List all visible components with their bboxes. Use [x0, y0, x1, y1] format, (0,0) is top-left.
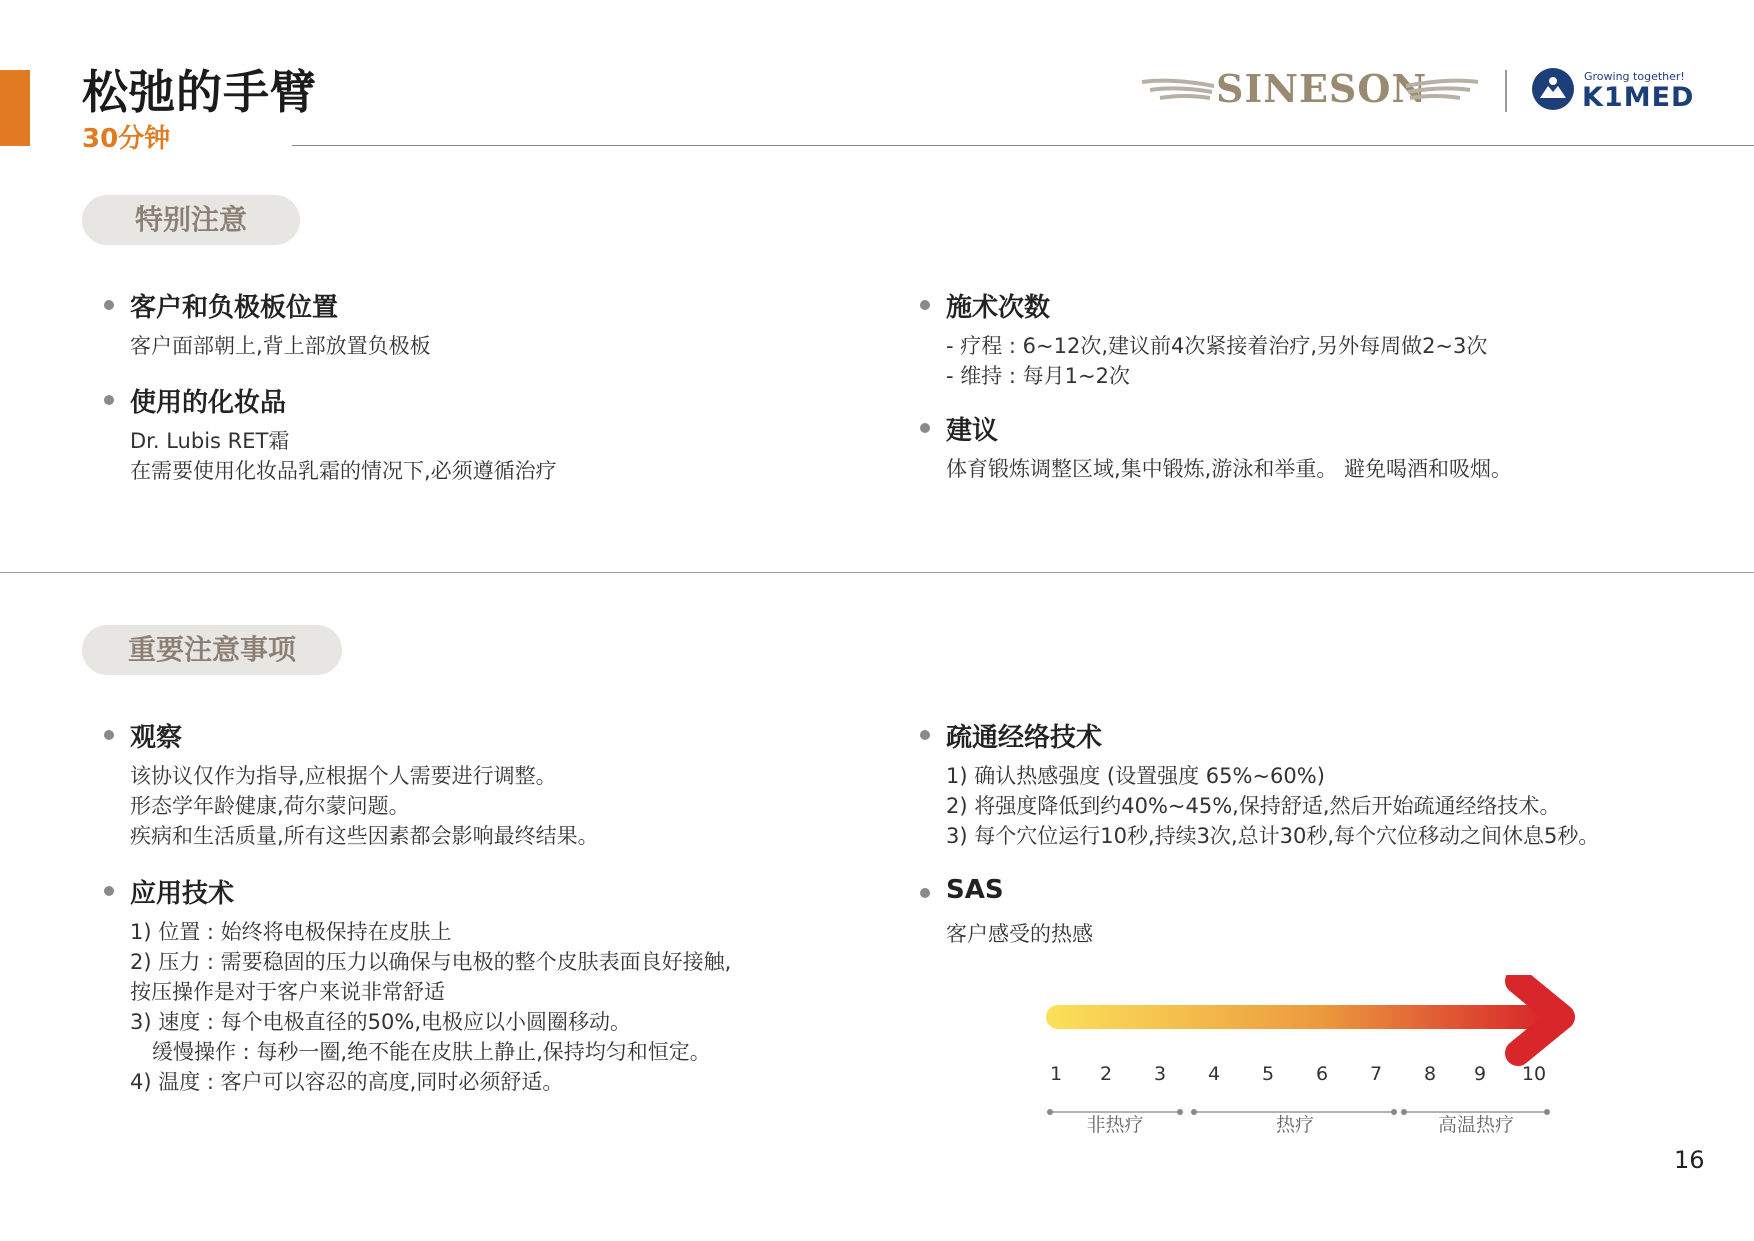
bullet-icon — [104, 300, 114, 310]
bullet-icon — [104, 730, 114, 740]
scale-number: 1 — [1049, 1063, 1063, 1085]
item-title: 施术次数 — [946, 293, 1051, 323]
item-line: 该协议仅作为指导,应根据个人需要进行调整。 — [130, 764, 557, 788]
bullet-icon — [104, 395, 114, 405]
k1med-wordmark: K1MED — [1582, 82, 1695, 113]
section-divider — [0, 572, 1754, 573]
k1med-tagline: Growing together! — [1584, 70, 1685, 83]
item-title: 应用技术 — [130, 879, 235, 909]
item-title: 客户和负极板位置 — [130, 293, 339, 323]
item-title: SAS — [946, 875, 1004, 905]
item-line: 按压操作是对于客户来说非常舒适 — [130, 980, 445, 1004]
band-label-non-thermal: 非热疗 — [1086, 1114, 1144, 1136]
item-line: 体育锻炼调整区域,集中锻炼,游泳和举重。 避免喝酒和吸烟。 — [946, 457, 1513, 481]
bullet-icon — [920, 423, 930, 433]
item-title: 疏通经络技术 — [946, 723, 1103, 753]
scale-number: 10 — [1521, 1063, 1547, 1085]
item-line: 4) 温度 : 客户可以容忍的高度,同时必须舒适。 — [130, 1070, 564, 1094]
item-line: 形态学年龄健康,荷尔蒙问题。 — [130, 794, 410, 818]
item-title: 使用的化妆品 — [130, 388, 287, 418]
k1med-emblem-icon — [1532, 68, 1574, 110]
header-divider — [292, 145, 1754, 146]
bullet-icon — [920, 300, 930, 310]
scale-number: 9 — [1473, 1063, 1487, 1085]
accent-bar — [0, 70, 30, 146]
k1med-logo — [1530, 66, 1695, 114]
scale-number: 8 — [1423, 1063, 1437, 1085]
page-number: 16 — [1674, 1146, 1705, 1174]
item-line: 客户感受的热感 — [946, 922, 1093, 946]
logo-separator — [1505, 70, 1507, 112]
sas-heat-scale — [1040, 975, 1580, 1175]
item-line: 在需要使用化妆品乳霜的情况下,必须遵循治疗 — [130, 459, 557, 483]
item-title: 观察 — [130, 723, 183, 753]
section-label-important-notes: 重要注意事项 — [82, 625, 342, 675]
item-line: 1) 确认热感强度 (设置强度 65%~60%) — [946, 764, 1325, 788]
item-line: 客户面部朝上,背上部放置负极板 — [130, 334, 431, 358]
sineson-wordmark: SINESON — [1216, 66, 1428, 111]
item-line: 3) 每个穴位运行10秒,持续3次,总计30秒,每个穴位移动之间休息5秒。 — [946, 824, 1600, 848]
scale-number: 7 — [1369, 1063, 1383, 1085]
heat-arrow-icon — [1040, 975, 1580, 1175]
scale-number: 5 — [1261, 1063, 1275, 1085]
bullet-icon — [920, 730, 930, 740]
item-line: 2) 将强度降低到约40%~45%,保持舒适,然后开始疏通经络技术。 — [946, 794, 1561, 818]
page-subtitle: 30分钟 — [82, 124, 171, 154]
item-line: 3) 速度 : 每个电极直径的50%,电极应以小圆圈移动。 — [130, 1010, 632, 1034]
item-line: 1) 位置 : 始终将电极保持在皮肤上 — [130, 920, 452, 944]
item-line: Dr. Lubis RET霜 — [130, 429, 290, 453]
scale-number: 2 — [1099, 1063, 1113, 1085]
item-line: 缓慢操作 : 每秒一圈,绝不能在皮肤上静止,保持均匀和恒定。 — [152, 1040, 711, 1064]
band-label-hyperthermal: 高温热疗 — [1437, 1114, 1515, 1136]
sineson-logo — [1142, 62, 1478, 118]
section-label-special-attention: 特别注意 — [82, 195, 300, 245]
bullet-icon — [104, 886, 114, 896]
bullet-icon — [920, 888, 930, 898]
item-line: 疾病和生活质量,所有这些因素都会影响最终结果。 — [130, 824, 599, 848]
item-line: 2) 压力 : 需要稳固的压力以确保与电极的整个皮肤表面良好接触, — [130, 950, 732, 974]
item-line: - 疗程 : 6~12次,建议前4次紧接着治疗,另外每周做2~3次 — [946, 334, 1488, 358]
left-wing-icon — [1142, 76, 1214, 106]
item-title: 建议 — [946, 416, 999, 446]
scale-number: 6 — [1315, 1063, 1329, 1085]
band-label-thermal: 热疗 — [1275, 1114, 1315, 1136]
right-wing-icon — [1406, 76, 1478, 106]
item-line: - 维持 : 每月1~2次 — [946, 364, 1130, 388]
page-title: 松弛的手臂 — [82, 65, 317, 119]
scale-number: 4 — [1207, 1063, 1221, 1085]
scale-number: 3 — [1153, 1063, 1167, 1085]
